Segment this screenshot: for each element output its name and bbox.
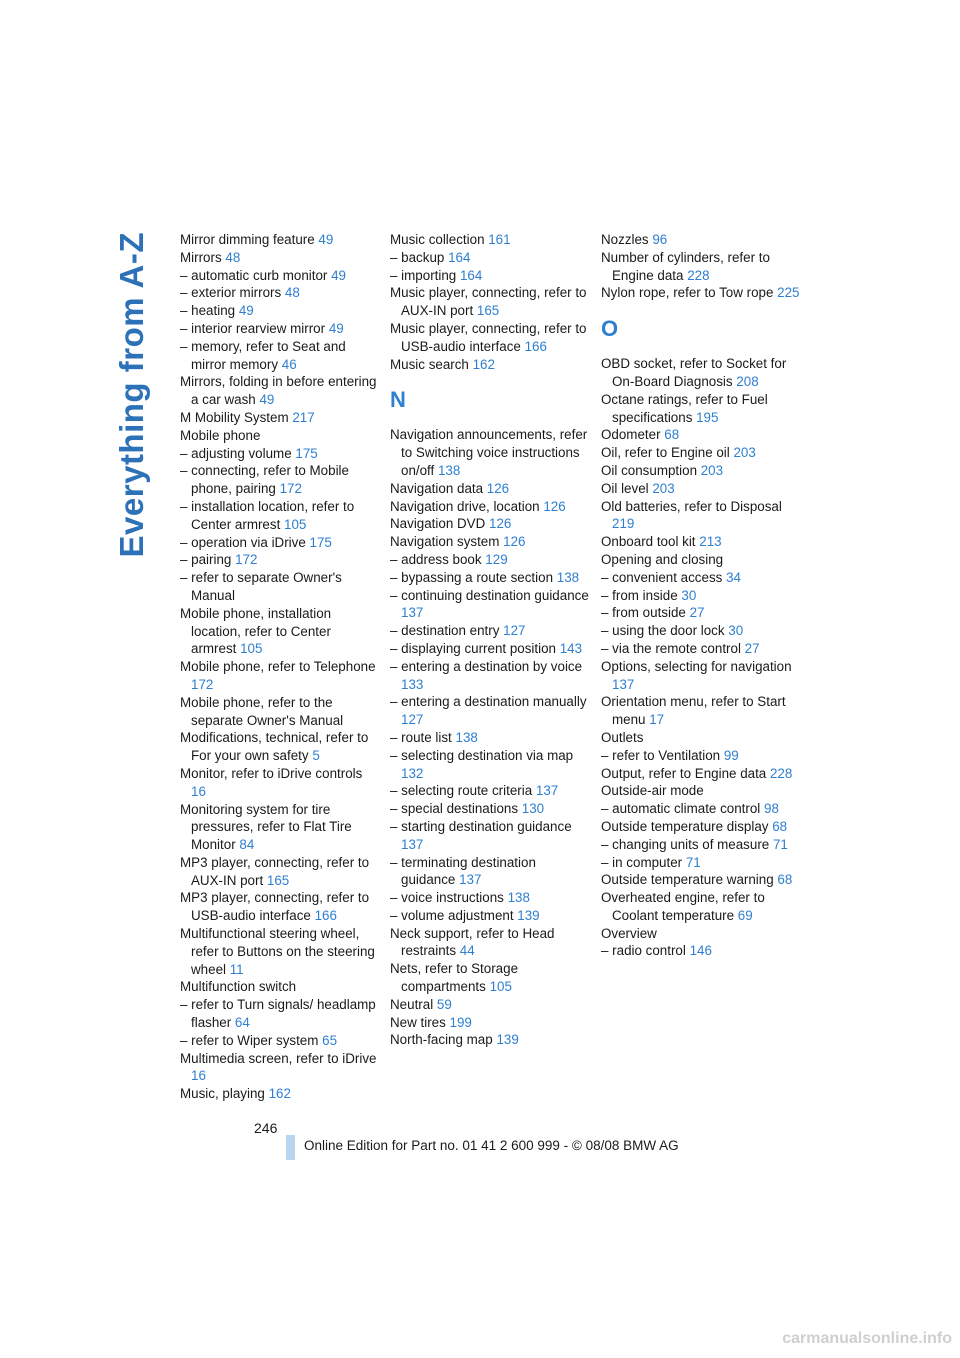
page-number: 246 [254, 1120, 278, 1136]
index-entry [180, 445, 380, 463]
index-entry [390, 854, 590, 890]
page-reference-link[interactable]: 203 [733, 445, 756, 461]
page-reference-link[interactable]: 71 [772, 836, 788, 852]
index-entry [390, 996, 590, 1014]
page-reference-link[interactable]: 105 [284, 516, 307, 532]
page-reference-link[interactable]: 137 [612, 676, 635, 692]
index-entry-text: Music collection [390, 232, 489, 247]
index-entry-text: Nylon rope, refer to Tow rope [601, 285, 778, 301]
index-entry [601, 942, 801, 960]
index-entry [180, 409, 380, 427]
index-entry-text: – using the door lock [601, 623, 729, 639]
index-entry [601, 569, 801, 587]
index-entry-text: Mobile phone, refer to Telephone [180, 659, 376, 675]
index-entry [601, 871, 801, 889]
index-entry-text: Nets, refer to Storage compartments [390, 961, 519, 995]
index-entry-text: Oil level [601, 480, 653, 496]
index-entry [390, 320, 590, 356]
page-reference-link[interactable]: 137 [459, 872, 482, 888]
index-entry-text: – automatic climate control [601, 801, 764, 817]
page-reference-link[interactable]: 46 [281, 356, 297, 372]
index-entry [390, 925, 590, 961]
index-entry-text: Odometer [601, 427, 665, 443]
index-entry [390, 284, 590, 320]
index-entry-text: – automatic curb monitor [180, 267, 332, 283]
page-reference-link[interactable]: 137 [535, 783, 559, 799]
page-reference-link[interactable]: 137 [401, 836, 424, 852]
page-reference-link[interactable]: 48 [225, 249, 241, 265]
index-entry [601, 604, 801, 622]
index-entry [601, 640, 801, 658]
index-entry-text: Navigation data [390, 480, 487, 496]
page-reference-link[interactable]: 84 [239, 837, 255, 853]
index-entry-text: Old batteries, refer to Disposal [601, 498, 782, 514]
index-entry [390, 569, 590, 587]
index-entry-text: – from outside [601, 605, 690, 621]
index-entry-text: Mobile phone [180, 427, 261, 443]
index-entry [601, 462, 801, 480]
index-entry [180, 267, 380, 285]
index-entry [390, 249, 590, 267]
index-entry-text: North-facing map [390, 1032, 497, 1048]
page-reference-link[interactable]: 133 [401, 676, 424, 692]
index-entry [180, 373, 380, 409]
index-entry [180, 284, 380, 302]
page-reference-link[interactable]: 105 [489, 979, 512, 995]
index-entry [601, 658, 801, 694]
index-entry [601, 782, 801, 800]
page-reference-link[interactable]: 126 [543, 498, 566, 514]
index-entry-text: Number of cylinders, refer to Engine data [601, 249, 770, 283]
page-reference-link[interactable]: 34 [726, 569, 741, 585]
index-column-2 [390, 231, 590, 1049]
page-reference-link[interactable]: 138 [556, 569, 580, 585]
index-entry [601, 498, 801, 534]
page-reference-link[interactable]: 49 [328, 320, 344, 336]
section-letter-heading: O [601, 316, 619, 342]
index-entry [390, 729, 590, 747]
index-entry [601, 587, 801, 605]
page-reference-link[interactable]: 162 [268, 1086, 291, 1102]
index-entry-text: – displaying current position [390, 640, 560, 656]
index-entry-text: Neck support, refer to Head restraints [390, 925, 555, 959]
index-entry-text: Outlets [601, 729, 644, 745]
page-reference-link[interactable]: 30 [681, 587, 697, 603]
page-reference-link[interactable]: 105 [240, 641, 263, 657]
index-entry-text: – terminating destination guidance [390, 854, 536, 888]
index-entry [390, 356, 590, 374]
section-letter-heading: N [390, 387, 406, 413]
page-reference-link[interactable]: 126 [486, 480, 510, 496]
index-entry-text: M Mobility System [180, 409, 293, 425]
index-entry [390, 782, 590, 800]
page-reference-link[interactable]: 219 [612, 516, 635, 532]
page-reference-link[interactable]: 228 [687, 267, 710, 283]
page-reference-link[interactable]: 99 [723, 747, 739, 763]
index-entry-text: – entering a destination by voice [390, 658, 583, 674]
index-entry-text: Multifunction switch [180, 979, 297, 995]
page-reference-link[interactable]: 199 [449, 1014, 472, 1030]
index-entry-text: Neutral [390, 996, 437, 1012]
index-entry [601, 480, 801, 498]
page-reference-link[interactable]: 175 [309, 534, 332, 550]
page-reference-link[interactable]: 65 [322, 1032, 338, 1048]
index-entry-text: Overview [601, 925, 657, 941]
index-entry-text: – entering a destination manually [390, 694, 587, 710]
index-entry [390, 551, 590, 569]
index-entry [180, 498, 380, 534]
page-reference-link[interactable]: 5 [312, 748, 320, 764]
index-entry [601, 551, 801, 569]
index-entry [390, 267, 590, 285]
index-entry [180, 462, 380, 498]
page-reference-link[interactable]: 195 [696, 409, 719, 425]
index-entry-text: – bypassing a route section [390, 569, 557, 585]
index-entry [180, 729, 380, 765]
page-reference-link[interactable]: 16 [191, 1068, 206, 1084]
index-entry [180, 996, 380, 1032]
index-entry [180, 854, 380, 890]
page-reference-link[interactable]: 208 [736, 373, 759, 389]
index-entry [601, 836, 801, 854]
page-reference-link[interactable]: 203 [700, 462, 724, 478]
index-entry [601, 854, 801, 872]
page-reference-link[interactable]: 98 [764, 801, 779, 817]
page-reference-link[interactable]: 161 [488, 232, 511, 247]
index-entry-text: – refer to Turn signals/ headlamp flasher [180, 997, 376, 1031]
index-entry-text: – starting destination guidance [390, 818, 572, 834]
index-column-1 [180, 231, 380, 1103]
index-entry [180, 658, 380, 694]
page-reference-link[interactable]: 49 [259, 392, 275, 408]
index-entry-text: Mobile phone, installation location, refer to Center armrest [180, 605, 332, 657]
index-entry-text: Oil consumption [601, 462, 701, 478]
index-entry [180, 302, 380, 320]
index-entry-text: Outside-air mode [601, 783, 704, 799]
index-entry-text: Mobile phone, refer to the separate Owner's Manual [180, 694, 344, 728]
page-reference-link[interactable]: 165 [266, 872, 290, 888]
page-reference-link[interactable]: 217 [292, 409, 315, 425]
page-reference-link[interactable]: 165 [476, 303, 500, 319]
index-entry-text: – destination entry [390, 623, 504, 639]
index-entry [180, 1032, 380, 1050]
index-entry-text: Monitor, refer to iDrive controls [180, 765, 363, 781]
index-entry [180, 338, 380, 374]
index-entry-text: Mirrors [180, 249, 226, 265]
index-entry-text: Onboard tool kit [601, 534, 700, 550]
page-reference-link[interactable]: 11 [229, 961, 244, 977]
index-entry-text: Output, refer to Engine data [601, 765, 770, 781]
index-entry [601, 426, 801, 444]
index-entry-text: – memory, refer to Seat and mirror memory [180, 338, 346, 372]
page-reference-link[interactable]: 44 [459, 943, 475, 959]
index-entry-text: – address book [390, 551, 486, 567]
page-reference-link[interactable]: 166 [314, 908, 337, 924]
index-entry-text: – selecting destination via map [390, 747, 574, 763]
page-reference-link[interactable]: 138 [437, 462, 461, 478]
index-entry [180, 249, 380, 267]
index-entry-text: – voice instructions [390, 890, 508, 906]
page-reference-link[interactable]: 164 [459, 267, 483, 283]
index-entry [390, 658, 590, 694]
index-entry-text: Music player, connecting, refer to AUX-IN port [390, 285, 587, 319]
index-entry-text: Mirrors, folding in before entering a car wash [180, 374, 377, 408]
index-entry-text: – selecting route criteria [390, 783, 536, 799]
index-entry-text: Outside temperature display [601, 818, 773, 834]
index-entry-text: – importing [390, 267, 460, 283]
index-entry [180, 889, 380, 925]
index-entry-text: – refer to Wiper system [180, 1032, 323, 1048]
index-entry-text: Navigation drive, location [390, 498, 544, 514]
page-reference-link[interactable]: 30 [728, 623, 744, 639]
index-entry-text: Nozzles [601, 232, 653, 247]
footer-accent-bar [286, 1135, 295, 1160]
index-entry-text: New tires [390, 1014, 450, 1030]
index-entry-text: Music player, connecting, refer to USB-audio interface [390, 320, 587, 354]
index-entry-text: Navigation announcements, refer to Switching voice instructions on/off [390, 427, 588, 478]
index-entry [601, 533, 801, 551]
index-entry [180, 978, 380, 996]
index-entry-text: Options, selecting for navigation [601, 658, 792, 674]
index-entry [601, 693, 801, 729]
page-reference-link[interactable]: 16 [191, 783, 206, 799]
index-entry-text: – via the remote control [601, 640, 745, 656]
page-reference-link[interactable]: 71 [685, 854, 701, 870]
index-entry [601, 800, 801, 818]
index-entry [601, 284, 801, 302]
page-reference-link[interactable]: 68 [664, 427, 680, 443]
page-reference-link[interactable]: 139 [496, 1032, 519, 1048]
index-entry-text: Mirror dimming feature [180, 232, 319, 247]
index-entry [390, 889, 590, 907]
index-entry-text: Overheated engine, refer to Coolant temperature [601, 890, 765, 923]
index-entry-text: – heating [180, 303, 239, 319]
index-entry [601, 765, 801, 783]
index-entry-text: – backup [390, 249, 449, 265]
index-entry-text: Opening and closing [601, 551, 724, 567]
index-entry-text: – connecting, refer to Mobile phone, pairing [180, 463, 349, 497]
index-entry [180, 551, 380, 569]
index-entry-text: – special destinations [390, 801, 522, 817]
index-entry [390, 818, 590, 854]
index-entry-text: MP3 player, connecting, refer to AUX-IN port [180, 854, 370, 888]
index-entry-text: – refer to Ventilation [601, 747, 724, 763]
page-reference-link[interactable]: 225 [777, 285, 800, 301]
page-reference-link[interactable]: 137 [401, 605, 424, 621]
index-entry-text: Music search [390, 356, 473, 372]
index-entry-text: – volume adjustment [390, 907, 518, 923]
index-entry [601, 622, 801, 640]
page-reference-link[interactable]: 213 [699, 534, 722, 550]
index-entry-text: Modifications, technical, refer to For your own safety [180, 730, 369, 764]
index-entry-text: Multifunctional steering wheel, refer to Buttons on the steering wheel [180, 926, 375, 977]
page-reference-link[interactable]: 172 [279, 481, 302, 497]
page-reference-link[interactable]: 175 [295, 445, 318, 461]
page-reference-link[interactable]: 69 [737, 907, 753, 923]
index-entry [601, 747, 801, 765]
page-reference-link[interactable]: 126 [489, 516, 512, 532]
page-reference-link[interactable]: 139 [517, 907, 540, 923]
page-reference-link[interactable]: 172 [235, 552, 258, 568]
index-entry-text: – operation via iDrive [180, 534, 310, 550]
index-column-3 [601, 231, 801, 960]
index-entry [601, 249, 801, 285]
page-reference-link[interactable]: 138 [507, 890, 530, 906]
index-entry-text: Oil, refer to Engine oil [601, 445, 734, 461]
index-entry [390, 533, 590, 551]
page-reference-link[interactable]: 162 [472, 356, 495, 372]
page-reference-link[interactable]: 27 [689, 605, 705, 621]
index-entry [390, 587, 590, 623]
index-entry-text: Octane ratings, refer to Fuel specifications [601, 391, 768, 425]
index-entry [601, 889, 801, 925]
index-entry [601, 444, 801, 462]
page-reference-link[interactable]: 126 [503, 534, 526, 550]
index-entry [390, 498, 590, 516]
page-reference-link[interactable]: 164 [448, 249, 471, 265]
index-entry-text: Music, playing [180, 1086, 269, 1102]
index-entry [180, 427, 380, 445]
index-entry [390, 426, 590, 479]
page-reference-link[interactable]: 127 [503, 623, 526, 639]
index-entry-text: – continuing destination guidance [390, 587, 589, 603]
page-reference-link[interactable]: 49 [238, 303, 254, 319]
index-entry [601, 925, 801, 943]
page-reference-link[interactable]: 132 [401, 765, 424, 781]
index-entry-text: – changing units of measure [601, 836, 773, 852]
index-entry [390, 960, 590, 996]
index-entry [390, 1014, 590, 1032]
index-entry-text: Outside temperature warning [601, 872, 778, 888]
index-entry [601, 231, 801, 249]
index-entry [180, 1050, 380, 1086]
index-entry-text: – from inside [601, 587, 682, 603]
index-entry [390, 640, 590, 658]
watermark: carmanualsonline.info [782, 1330, 952, 1347]
page-reference-link[interactable]: 68 [777, 872, 793, 888]
index-entry [601, 355, 801, 391]
index-entry [390, 1031, 590, 1049]
index-entry-text: Monitoring system for tire pressures, refer to Flat Tire Monitor [180, 801, 352, 853]
index-entry-text: – interior rearview mirror [180, 320, 329, 336]
page-reference-link[interactable]: 143 [559, 640, 583, 656]
page-reference-link[interactable]: 146 [689, 943, 712, 959]
index-entry-text: – radio control [601, 943, 690, 959]
page-reference-link[interactable]: 96 [652, 232, 668, 247]
index-entry-text: – convenient access [601, 569, 727, 585]
index-entry-text: Orientation menu, refer to Start menu [601, 694, 786, 728]
index-entry [390, 800, 590, 818]
page-reference-link[interactable]: 172 [191, 676, 214, 692]
page-reference-link[interactable]: 203 [652, 480, 675, 496]
index-entry-text: – exterior mirrors [180, 285, 285, 301]
page-reference-link[interactable]: 49 [331, 267, 346, 283]
page-reference-link[interactable]: 17 [649, 712, 665, 728]
index-entry [180, 534, 380, 552]
index-entry [180, 605, 380, 658]
index-entry [390, 622, 590, 640]
index-entry [601, 729, 801, 747]
index-entry-text: – in computer [601, 854, 686, 870]
page-reference-link[interactable]: 49 [318, 232, 334, 247]
index-entry [601, 391, 801, 427]
index-entry-text: Multimedia screen, refer to iDrive [180, 1050, 377, 1066]
index-entry [180, 801, 380, 854]
page-reference-link[interactable]: 48 [284, 285, 300, 301]
page-reference-link[interactable]: 68 [772, 818, 788, 834]
index-entry-text: OBD socket, refer to Socket for On-Board Diagnosis [601, 356, 787, 389]
index-entry [390, 480, 590, 498]
index-entry [180, 1085, 380, 1103]
footer-edition-note: Online Edition for Part no. 01 41 2 600 999 - © 08/08 BMW AG [304, 1138, 679, 1153]
index-entry [390, 747, 590, 783]
index-entry [390, 231, 590, 249]
page-reference-link[interactable]: 27 [744, 640, 760, 656]
index-entry [180, 320, 380, 338]
side-title: Everything from A-Z [113, 232, 150, 558]
index-entry-text: – route list [390, 729, 456, 745]
index-entry-text: – refer to separate Owner's Manual [180, 570, 342, 603]
index-entry [390, 693, 590, 729]
index-entry-text: Navigation system [390, 534, 504, 550]
page-reference-link[interactable]: 166 [524, 338, 547, 354]
index-entry-text: – installation location, refer to Center armrest [180, 498, 355, 532]
page-reference-link[interactable]: 127 [401, 712, 424, 728]
index-entry [601, 818, 801, 836]
page-reference-link[interactable]: 129 [485, 551, 508, 567]
page-reference-link[interactable]: 228 [769, 765, 793, 781]
index-entry [180, 231, 380, 249]
index-entry-text: – adjusting volume [180, 445, 296, 461]
index-entry [390, 907, 590, 925]
page-reference-link[interactable]: 64 [234, 1015, 250, 1031]
index-entry-text: MP3 player, connecting, refer to USB-audio interface [180, 890, 370, 924]
index-entry-text: – pairing [180, 552, 236, 568]
page-reference-link[interactable]: 130 [521, 801, 545, 817]
index-entry [180, 925, 380, 978]
index-entry [180, 765, 380, 801]
index-entry [390, 515, 590, 533]
index-entry [180, 569, 380, 605]
page-reference-link[interactable]: 59 [436, 996, 452, 1012]
index-entry [180, 694, 380, 730]
index-entry-text: Navigation DVD [390, 516, 489, 532]
page-reference-link[interactable]: 138 [455, 729, 478, 745]
